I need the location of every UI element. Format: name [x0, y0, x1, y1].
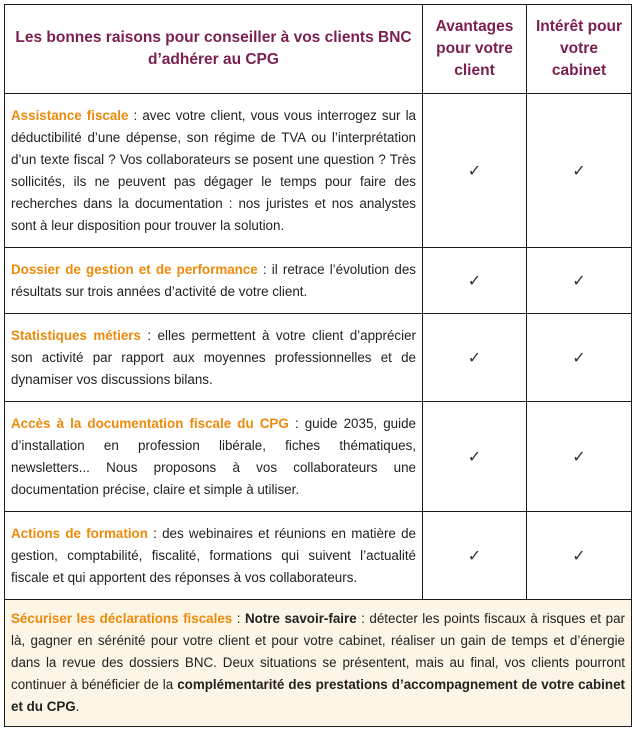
header-reasons: Les bonnes raisons pour conseiller à vos clients BNC d’adhérer au CPG [5, 5, 423, 94]
row-description [5, 314, 423, 402]
table-row [5, 314, 632, 402]
row-title: Statistiques métiers [11, 327, 141, 343]
header-firm-interest: Intérêt pour votre cabinet [527, 5, 632, 94]
row-text: : guide 2035, guide d’installation en profession libérale, fiches thématiques, newsletters... Nous proposons à vos collaborateurs une documentation précise, claire et simple à utiliser. [11, 415, 416, 497]
comparison-table [4, 4, 632, 727]
row-text: : des webinaires et réunions en matière de gestion, comptabilité, fiscalité, formations qui suivent l’actualité fiscale et qui apportent des réponses à vos collaborateurs. [11, 525, 416, 585]
row-title: Accès à la documentation fiscale du CPG [11, 415, 289, 431]
footer-text: : détecter les points fiscaux à risques et par là, gagner en sérénité pour votre client et pour votre cabinet, réaliser un gain de temps et d’énergie dans la revue des dossiers BNC. Deux situations se présentent, mais au final, vos clients pourront continuer à bénéficier de la [11, 611, 626, 692]
row-text: : avec votre client, vous vous interrogez sur la déductibilité d’une dépense, son régime de TVA ou l’interprétation d’un texte fiscal ? Vos collaborateurs se posent une question ? Très sollicités, ils ne peuvent pas dégager le temps pour faire des recherches dans la documentation : nos juristes et nos analystes sont à leur disposition pour trouver la solution. [11, 107, 416, 233]
row-description [5, 94, 423, 248]
check-mark-icon: ✓ [527, 512, 632, 600]
row-description [5, 248, 423, 314]
check-mark-icon: ✓ [527, 94, 632, 248]
footer-bold-complementarity: complémentarité des prestations d’accompagnement de votre cabinet et du CPG [11, 677, 625, 714]
check-mark-icon: ✓ [527, 248, 632, 314]
row-title: Assistance fiscale [11, 107, 129, 123]
row-description [5, 512, 423, 600]
footer-bold-know-how: Notre savoir-faire [244, 611, 357, 626]
check-mark-icon: ✓ [527, 314, 632, 402]
check-mark-icon: ✓ [423, 314, 527, 402]
footer-text-end: . [75, 699, 80, 714]
row-title: Actions de formation [11, 525, 148, 541]
row-text: : elles permettent à votre client d’apprécier son activité par rapport aux moyennes professionnelles et de dynamiser vos discussions bilans. [11, 327, 416, 387]
footer-title: Sécuriser les déclarations fiscales [11, 611, 233, 626]
row-title: Dossier de gestion et de performance [11, 261, 258, 277]
header-client-benefits: Avantages pour votre client [423, 5, 527, 94]
row-description [5, 402, 423, 512]
table-row [5, 94, 632, 248]
check-mark-icon: ✓ [423, 512, 527, 600]
check-mark-icon: ✓ [423, 94, 527, 248]
check-mark-icon: ✓ [527, 402, 632, 512]
footer-note [5, 600, 632, 727]
table-footer-row [5, 600, 632, 727]
check-mark-icon: ✓ [423, 248, 527, 314]
table-row [5, 512, 632, 600]
table-row [5, 248, 632, 314]
row-text: : il retrace l’évolution des résultats sur trois années d’activité de votre client. [11, 261, 416, 299]
check-mark-icon: ✓ [423, 402, 527, 512]
table-row [5, 402, 632, 512]
table-header-row [5, 5, 632, 94]
footer-separator: : [232, 611, 245, 626]
